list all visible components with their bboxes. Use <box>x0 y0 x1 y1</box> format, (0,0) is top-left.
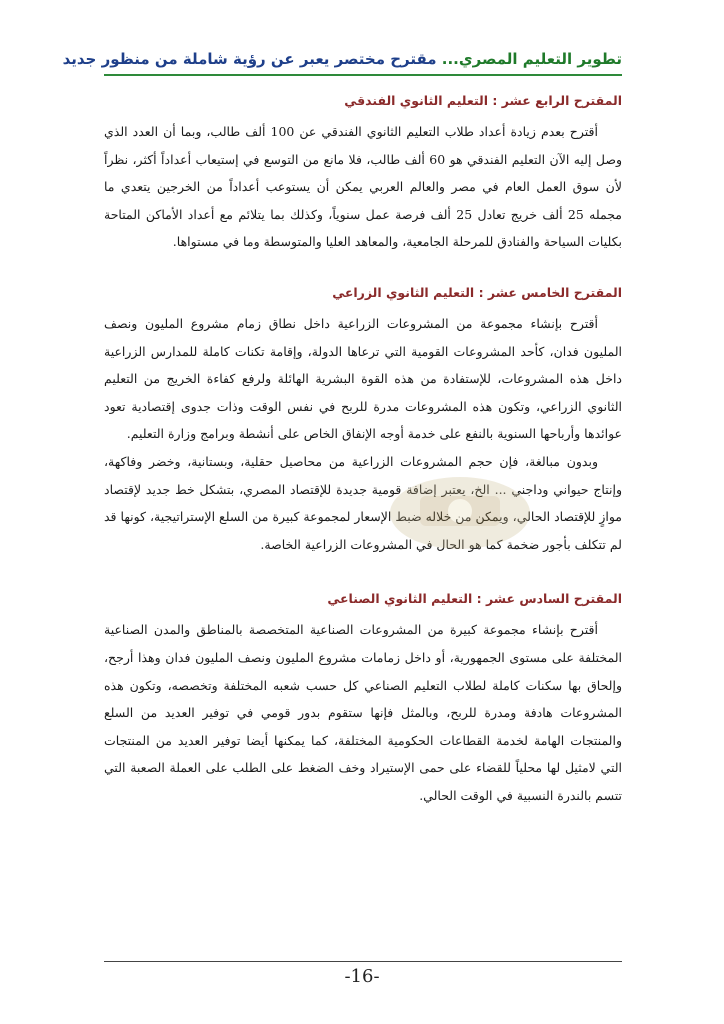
header-rule <box>104 74 622 76</box>
section-heading: المقترح الخامس عشر : التعليم الثانوي الزراعي <box>332 284 622 300</box>
section-spacer <box>104 558 622 588</box>
paragraph: وبدون مبالغة، فإن حجم المشروعات الزراعية من محاصيل حقلية، وبستانية، وخضر وفاكهة، وإنتاج حيواني وداجني ... الخ، يعتبر إضافة قومية جديدة للإقتصاد المصري، بتشكل خط جديد لإقتصاد موازٍ للإقتصاد الحالي، ويمكن من خلاله ضبط الإسعار لمجموعة كبيرة من السلع الإستراتيجية، كونها قد لم تتكلف بأجور ضخمة كما هو الحال في المشروعات الزراعية الخاصة. <box>104 453 622 552</box>
header-title <box>62 46 622 72</box>
section-spacer <box>104 256 622 282</box>
paragraph: أقترح بعدم زيادة أعداد طلاب التعليم الثانوي الفندقي عن 100 ألف طالب، وبما أن العدد الذي وصل إليه الآن التعليم الفندقي هو 60 ألف طالب، فلا مانع من التوسع في إستيعاب أعداداً أكثر، نظراً لأن سوق العمل العام في مصر والعالم العربي يمكن أن يستوعب أعداداً من الخرجين يتعدي ما مجمله 25 ألف خريج تعادل 25 ألف فرصة عمل سنوياً، وكذلك بما يتلائم مع أعداد الأماكن المتاحة بكليات السياحة والفنادق للمرحلة الجامعية، والمعاهد العليا والمتوسطة وما في مستواها. <box>104 124 622 250</box>
running-header <box>62 46 622 76</box>
section-heading: المقترح الرابع عشر : التعليم الثانوي الفندقي <box>344 93 622 108</box>
section-agricultural-education <box>104 282 622 558</box>
page-number: -16- <box>344 966 380 987</box>
header-title-part1: تطوير التعليم المصري... <box>441 50 622 68</box>
section-industrial-education <box>104 588 622 809</box>
header-title-part2: مقترح مختصر يعبر عن رؤية شاملة من منظور جديد <box>62 50 442 68</box>
paragraph: أقترح بإنشاء مجموعة من المشروعات الزراعية داخل نطاق زمام مشروع المليون ونصف المليون فدان، كأحد المشروعات القومية التي ترعاها الدولة، وإقامة تكنات كاملة للمدارس الزراعية داخل هذه المشروعات، للإستفادة من هذه القوة البشرية الهائلة ولرفع كفاءة الخريج من التعليم الثانوي الزراعي، وتكون هذه المشروعات مدرة للربح في نفس الوقت وذات جدوى إقتصادية تعود عوائدها وأرباحها السنوية بالنفع على خدمة أوجه الإنفاق الخاص على أنشطة وبرامج وزارة التعليم. <box>104 315 622 442</box>
footer-rule <box>104 961 622 962</box>
paragraph: أقترح بإنشاء مجموعة كبيرة من المشروعات الصناعية المتخصصة بالمناطق والمدن الصناعية المختلفة على مستوى الجمهورية، أو داخل زمامات مشروع المليون ونصف المليون فدان وهذا أرجح، وإلحاق بها سكنات كاملة لطلاب التعليم الصناعي كل حسب شعبه المختلفة وتخصصه، وتكون هذه المشروعات هادفة ومدرة للربح، وبالمثل فإنها ستقوم بدور قومي في توفير العديد من السلع والمنتجات الهامة لخدمة القطاعات الحكومية المختلفة، كما يمكنها أيضا توفير العديد من المنتجات التي لامثيل لها محلياً للقضاء على حمى الإستيراد وخف الضغط على الطلب على العملة الصعبة التي تتسم بالندرة النسبية في الوقت الحالي. <box>104 622 622 803</box>
section-heading: المقترح السادس عشر : التعليم الثانوي الصناعي <box>327 591 622 607</box>
main-content <box>104 90 622 809</box>
section-hotel-education <box>104 90 622 256</box>
